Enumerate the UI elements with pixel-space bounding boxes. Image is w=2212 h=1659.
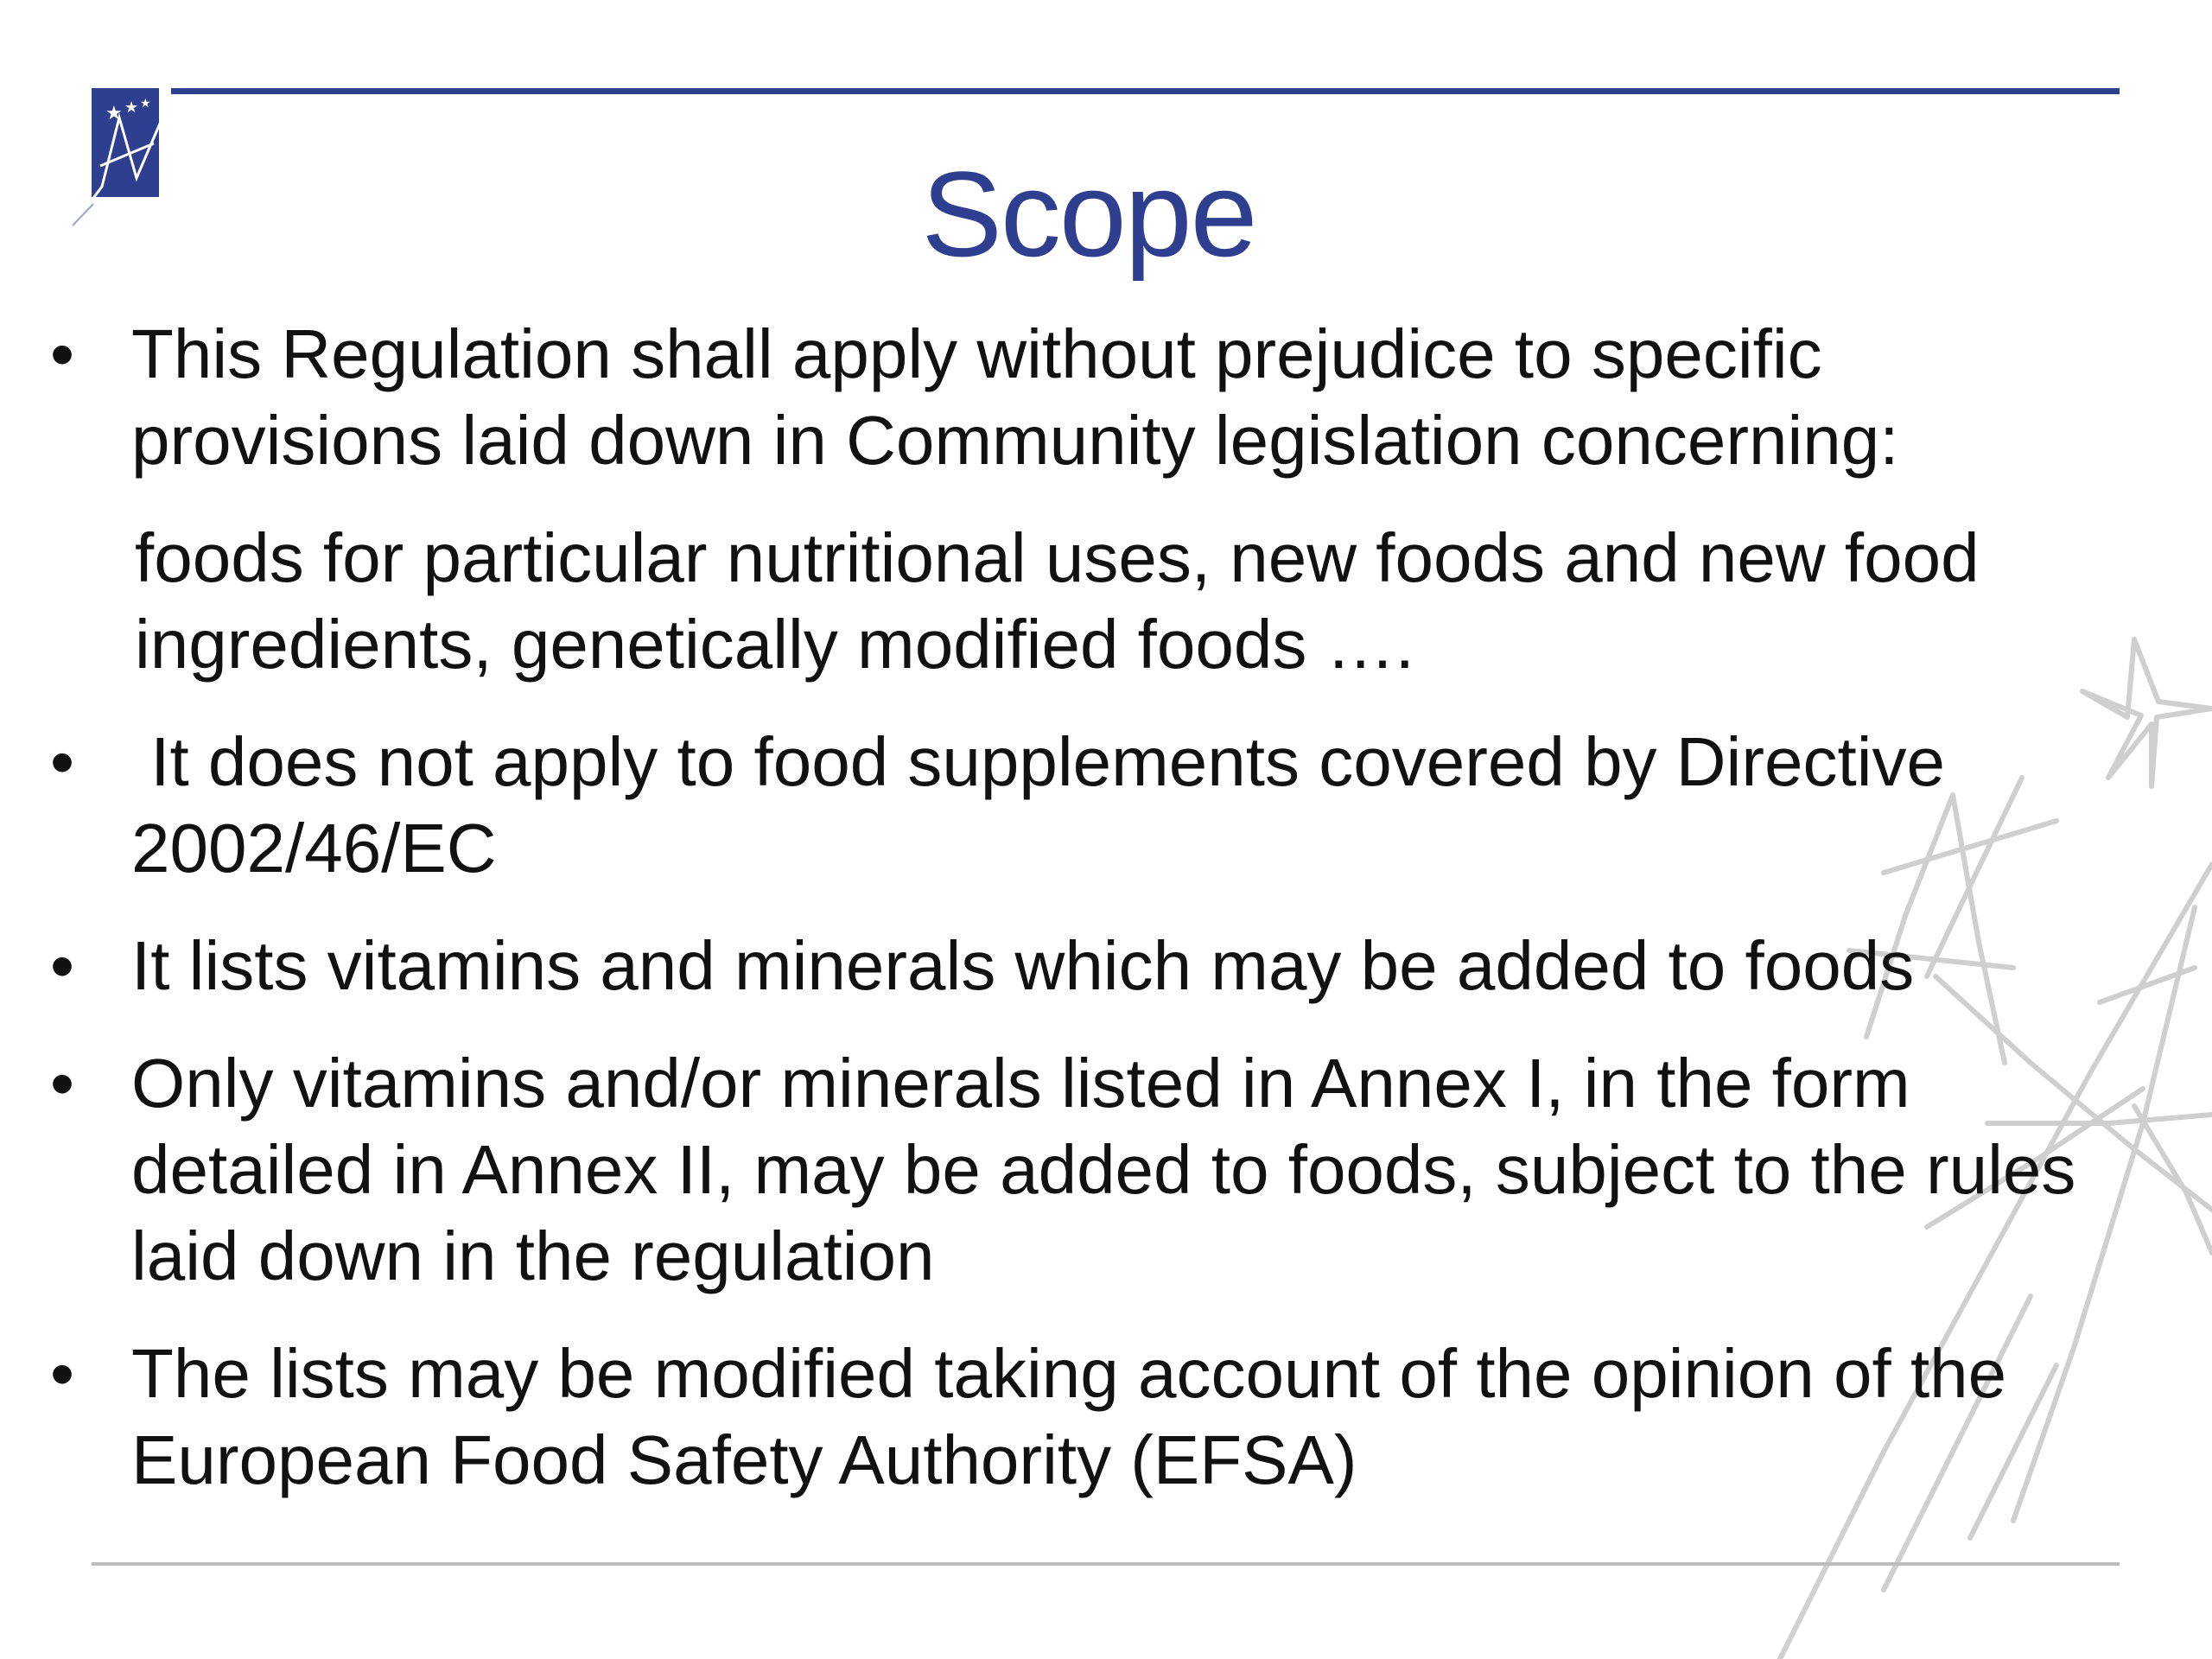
sub-paragraph: foods for particular nutritional uses, new foods and new food ingredients, genetically modified foods ….	[135, 519, 1980, 683]
bullet-item	[45, 923, 2145, 1009]
bullet-item	[45, 1331, 2145, 1503]
bullet-dot: •	[50, 723, 75, 800]
bullet-text: It does not apply to food supplements covered by Directive 2002/46/EC	[131, 723, 1965, 887]
svg-text:★: ★	[140, 97, 151, 111]
header-rule	[171, 88, 2120, 94]
bullet-text: This Regulation shall apply without prejudice to specific provisions laid down in Community legislation concerning:	[131, 315, 1899, 479]
bullet-text: The lists may be modified taking account of the opinion of the European Food Safety Authority (EFSA)	[131, 1335, 2007, 1498]
slide-title: Scope	[921, 146, 1256, 282]
svg-text:★: ★	[124, 99, 139, 117]
bullet-text: It lists vitamins and minerals which may be added to foods	[131, 927, 1915, 1004]
bullet-dot: •	[50, 1335, 75, 1412]
svg-text:★: ★	[105, 103, 123, 124]
footer-rule	[92, 1562, 2120, 1566]
bullet-dot: •	[50, 315, 75, 392]
bullet-item	[45, 311, 2145, 484]
bullet-dot: •	[50, 1045, 75, 1122]
bullet-item	[45, 719, 2145, 892]
bullet-text: Only vitamins and/or minerals listed in Annex I, in the form detailed in Annex II, may be added to foods, subject to the rules laid down in the regulation	[131, 1045, 2076, 1294]
bullet-dot: •	[50, 927, 75, 1004]
bullet-item	[45, 1040, 2145, 1300]
bullet-list	[45, 311, 2145, 1503]
